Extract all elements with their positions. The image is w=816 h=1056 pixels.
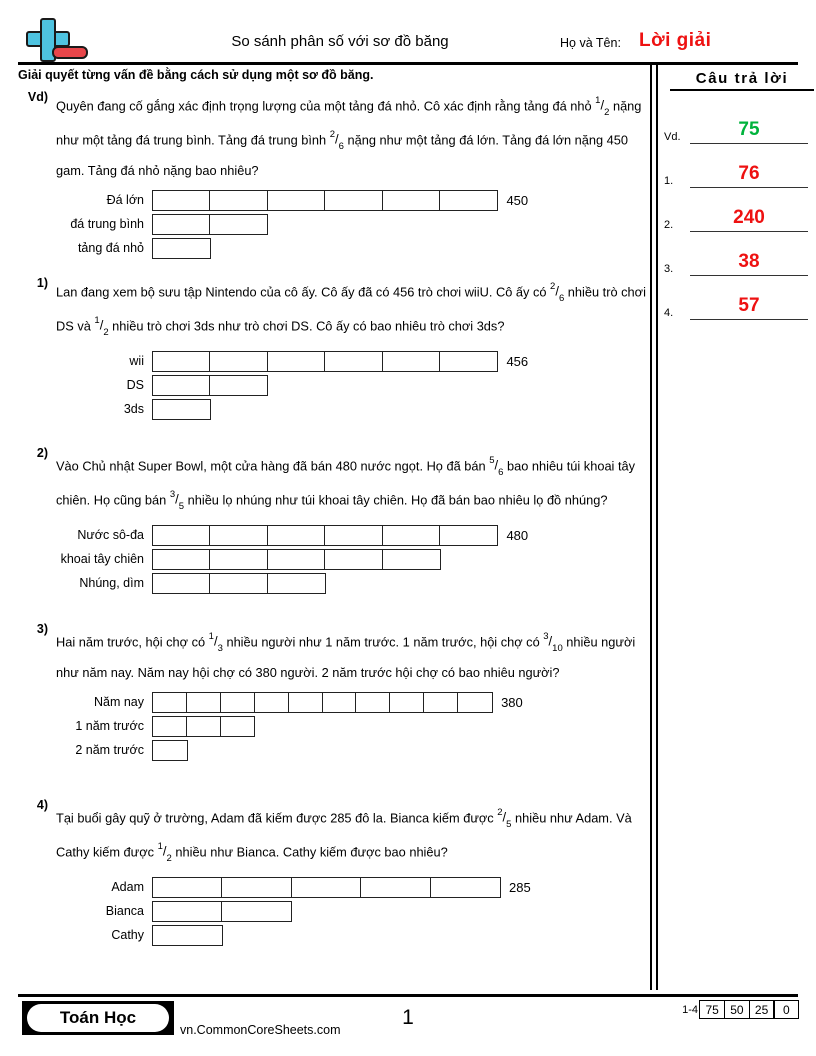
- tape-row-label: 3ds: [123, 402, 144, 417]
- fraction: [543, 625, 563, 659]
- answer-row-label: 4.: [664, 307, 674, 319]
- tape-diagram: [0, 691, 648, 762]
- tape-cell[interactable]: [324, 351, 383, 372]
- tape-cell[interactable]: [382, 549, 441, 570]
- answer-blank-line[interactable]: [690, 205, 808, 232]
- tape-cell[interactable]: [457, 692, 493, 713]
- fraction-slash: /: [99, 317, 104, 333]
- tape-row-label: tảng đá nhỏ: [77, 241, 144, 256]
- tape-diagram: [0, 876, 648, 947]
- fraction-slash: /: [213, 633, 218, 649]
- fraction-numerator: 1: [208, 631, 214, 642]
- fraction-slash: /: [548, 633, 553, 649]
- tape-diagram: [0, 350, 648, 421]
- tape-bar: [152, 549, 439, 570]
- problem-1: [0, 276, 648, 422]
- tape-row-label: Nước sô-đa: [77, 528, 144, 543]
- problem-2: [0, 446, 648, 596]
- logo-minus-bar: [52, 46, 88, 59]
- page-number: 1: [402, 1006, 414, 1029]
- fraction: [497, 801, 511, 835]
- fraction-denominator: 5: [506, 818, 512, 830]
- tape-cell[interactable]: [382, 190, 441, 211]
- answer-value: 76: [738, 163, 760, 184]
- fraction-numerator: 1: [157, 840, 163, 852]
- tape-cell[interactable]: [267, 573, 326, 594]
- fraction-slash: /: [162, 843, 167, 859]
- answer-value: 38: [738, 251, 760, 272]
- answer-row: [664, 232, 812, 276]
- fraction: [170, 483, 184, 517]
- tape-bar: [152, 692, 491, 713]
- fraction-denominator: 6: [498, 466, 504, 478]
- answer-row-label: 2.: [664, 219, 674, 231]
- tape-cell[interactable]: [152, 214, 211, 235]
- tape-cell[interactable]: [220, 716, 256, 737]
- tape-cell[interactable]: [221, 877, 292, 898]
- tape-diagram-row: [0, 398, 648, 421]
- tape-bar: [152, 573, 324, 594]
- tape-cell[interactable]: [209, 190, 268, 211]
- tape-bar: [152, 351, 496, 372]
- fraction-numerator: 1: [595, 95, 601, 106]
- answer-row: [664, 144, 812, 188]
- problem-number: 3): [36, 622, 48, 636]
- answer-value: 57: [738, 295, 760, 316]
- tape-cell[interactable]: [430, 877, 501, 898]
- tape-cell[interactable]: [423, 692, 459, 713]
- tape-cell[interactable]: [152, 525, 211, 546]
- fraction: [330, 123, 344, 157]
- tape-cell[interactable]: [267, 525, 326, 546]
- fraction-denominator: 2: [166, 852, 172, 864]
- tape-bar: [152, 925, 221, 946]
- tape-cell[interactable]: [382, 351, 441, 372]
- answer-column-divider-outer: [650, 65, 652, 990]
- fraction: [158, 835, 172, 869]
- tape-bar-value: 456: [506, 353, 529, 369]
- tape-bar: [152, 740, 186, 761]
- tape-cell[interactable]: [152, 375, 211, 396]
- answer-blank-line[interactable]: [690, 117, 808, 144]
- tape-row-label: Bianca: [105, 904, 144, 919]
- tape-cell[interactable]: [389, 692, 425, 713]
- tape-row-label: khoai tây chiên: [60, 552, 144, 567]
- tape-cell[interactable]: [221, 901, 292, 922]
- tape-cell[interactable]: [152, 351, 211, 372]
- tape-bar: [152, 399, 209, 420]
- tape-diagram-row: [0, 715, 648, 738]
- tape-cell[interactable]: [439, 351, 498, 372]
- answer-value: 240: [733, 207, 765, 228]
- fraction-numerator: 3: [169, 488, 176, 500]
- problem-number: 2): [36, 446, 48, 460]
- problem-number: Vd): [27, 90, 48, 104]
- tape-cell[interactable]: [322, 692, 358, 713]
- tape-cell[interactable]: [439, 190, 498, 211]
- fraction-denominator: 6: [558, 292, 565, 304]
- problem-example: [0, 90, 648, 261]
- tape-row-label: đá trung bình: [70, 217, 144, 232]
- fraction-denominator: 2: [604, 106, 610, 118]
- tape-cell[interactable]: [152, 716, 188, 737]
- problem-text: Tại buổi gây quỹ ở trường, Adam đã kiếm được 285 đô la. Bianca kiếm được $^2/_5$ nhiều như Adam. Và Cathy kiếm được $^1/_2$ nhiều như Bianca. Cathy kiếm được bao nhiêu?: [56, 802, 646, 870]
- fraction-slash: /: [600, 97, 605, 113]
- tape-bar-value: 450: [506, 192, 529, 208]
- fraction: [94, 309, 108, 343]
- tape-cell[interactable]: [209, 351, 268, 372]
- tape-diagram-row: [0, 524, 648, 547]
- fraction-numerator: 3: [543, 631, 549, 642]
- tape-cell[interactable]: [152, 901, 223, 922]
- tape-cell[interactable]: [152, 692, 188, 713]
- tape-bar: [152, 877, 499, 898]
- tape-cell[interactable]: [152, 190, 211, 211]
- problem-text: Vào Chủ nhật Super Bowl, một cửa hàng đã bán 480 nước ngọt. Họ đã bán $^5/_6$ bao nhiêu túi khoai tây chiên. Họ cũng bán $^3/_5$ nhiều lọ nhúng như túi khoai tây chiên. Họ đã bán bao nhiêu lọ đồ nhúng?: [56, 450, 646, 518]
- tape-cell[interactable]: [382, 525, 441, 546]
- tape-cell[interactable]: [254, 692, 290, 713]
- page-header: [0, 0, 816, 66]
- tape-cell[interactable]: [209, 549, 268, 570]
- tape-row-label: Đá lớn: [106, 193, 144, 208]
- tape-cell[interactable]: [152, 925, 223, 946]
- fraction-numerator: 2: [329, 128, 335, 140]
- tape-bar: [152, 238, 209, 259]
- tape-cell[interactable]: [209, 525, 268, 546]
- tape-bar-value: 480: [506, 527, 529, 543]
- score-cell: 0: [773, 1000, 799, 1019]
- fraction-slash: /: [175, 491, 179, 507]
- page-footer: [0, 992, 816, 1056]
- tape-diagram-row: [0, 350, 648, 373]
- tape-cell[interactable]: [439, 525, 498, 546]
- tape-bar: [152, 214, 267, 235]
- tape-cell[interactable]: [324, 190, 383, 211]
- tape-cell[interactable]: [152, 740, 188, 761]
- fraction-numerator: 2: [550, 281, 556, 292]
- fraction-denominator: 3: [217, 642, 223, 654]
- tape-cell[interactable]: [186, 716, 222, 737]
- tape-row-label: DS: [126, 378, 144, 393]
- fraction-denominator: 2: [103, 326, 109, 338]
- problem-3: [0, 622, 648, 763]
- tape-bar: [152, 190, 496, 211]
- tape-cell[interactable]: [324, 549, 383, 570]
- tape-diagram: [0, 524, 648, 595]
- tape-diagram-row: [0, 876, 648, 899]
- tape-cell[interactable]: [152, 573, 211, 594]
- tape-bar: [152, 901, 291, 922]
- fraction-slash: /: [502, 809, 507, 825]
- tape-diagram-row: [0, 237, 648, 260]
- tape-cell[interactable]: [324, 525, 383, 546]
- answer-key-column: [648, 62, 816, 992]
- answer-column-divider-inner: [656, 65, 658, 990]
- tape-diagram: [0, 189, 648, 260]
- problem-number: 4): [36, 798, 48, 812]
- tape-row-label: Nhúng, dìm: [79, 576, 144, 591]
- tape-diagram-row: [0, 691, 648, 714]
- tape-bar: [152, 375, 267, 396]
- problem-number: 1): [36, 276, 48, 290]
- fraction-numerator: 1: [94, 314, 100, 326]
- score-cell: 75: [699, 1000, 725, 1019]
- answer-row-label: 3.: [664, 263, 674, 275]
- tape-cell[interactable]: [152, 549, 211, 570]
- fraction-slash: /: [335, 131, 339, 147]
- fraction-numerator: 5: [489, 455, 495, 466]
- answer-blank-line[interactable]: [690, 161, 808, 188]
- tape-cell[interactable]: [355, 692, 391, 713]
- fraction: [595, 89, 609, 123]
- tape-row-label: 2 năm trước: [75, 743, 144, 758]
- answer-blank-line[interactable]: [690, 293, 808, 320]
- answer-row: [664, 100, 812, 144]
- tape-cell[interactable]: [291, 877, 362, 898]
- tape-cell[interactable]: [267, 549, 326, 570]
- answer-key-title: Câu trả lời: [670, 70, 814, 91]
- name-field-value: Lời giải: [639, 30, 712, 51]
- tape-cell[interactable]: [267, 351, 326, 372]
- fraction-denominator: 10: [552, 642, 563, 654]
- name-field-label: Họ và Tên:: [560, 36, 621, 50]
- problem-text: Lan đang xem bộ sưu tập Nintendo của cô ấy. Cô ấy đã có 456 trò chơi wiiU. Cô ấy có $^2/_6$ nhiều trò chơi DS và $^1/_2$ nhiều trò chơi 3ds như trò chơi DS. Cô ấy có bao nhiêu trò chơi 3ds?: [56, 276, 646, 344]
- footer-divider: [18, 994, 798, 997]
- tape-bar: [152, 525, 496, 546]
- tape-cell[interactable]: [267, 190, 326, 211]
- answer-value: 75: [738, 119, 760, 140]
- tape-cell[interactable]: [152, 399, 211, 420]
- score-cell: 25: [749, 1000, 775, 1019]
- tape-diagram-row: [0, 900, 648, 923]
- website-url: vn.CommonCoreSheets.com: [180, 1023, 341, 1037]
- tape-row-label: Adam: [111, 880, 144, 895]
- fraction-denominator: 6: [338, 140, 344, 152]
- instruction-text: Giải quyết từng vấn đề bằng cách sử dụng một sơ đồ băng.: [18, 68, 374, 82]
- fraction-numerator: 2: [497, 807, 503, 818]
- tape-diagram-row: [0, 189, 648, 212]
- fraction-denominator: 5: [178, 500, 185, 512]
- tape-cell[interactable]: [152, 877, 223, 898]
- fraction-slash: /: [555, 283, 559, 299]
- score-table: [699, 1000, 798, 1019]
- tape-diagram-row: [0, 572, 648, 595]
- answer-row: [664, 188, 812, 232]
- tape-bar-value: 380: [501, 694, 523, 710]
- problem-text: Quyên đang cố gắng xác định trọng lượng của một tảng đá nhỏ. Cô xác định rằng tảng đá nhỏ $^1/_2$ nặng như một tảng đá trung bình. Tảng đá trung bình $^2/_6$ nặng như một tảng đá lớn. Tảng đá lớn nặng 450 gam. Tảng đá nhỏ nặng bao nhiêu?: [56, 90, 646, 183]
- tape-cell[interactable]: [209, 214, 268, 235]
- tape-cell[interactable]: [186, 692, 222, 713]
- tape-cell[interactable]: [209, 573, 268, 594]
- tape-cell[interactable]: [152, 238, 211, 259]
- tape-bar-value: 285: [509, 879, 531, 895]
- brand-badge-label: Toán Học: [27, 1004, 169, 1032]
- tape-cell[interactable]: [288, 692, 324, 713]
- tape-diagram-row: [0, 548, 648, 571]
- tape-bar: [152, 716, 254, 737]
- tape-cell[interactable]: [220, 692, 256, 713]
- plus-minus-logo-icon: [18, 18, 102, 64]
- tape-diagram-row: [0, 213, 648, 236]
- tape-row-label: Cathy: [111, 928, 144, 943]
- tape-cell[interactable]: [360, 877, 431, 898]
- tape-row-label: Năm nay: [93, 695, 144, 710]
- tape-row-label: 1 năm trước: [75, 719, 144, 734]
- answer-blank-line[interactable]: [690, 249, 808, 276]
- fraction-slash: /: [494, 457, 499, 473]
- answer-row-label: 1.: [664, 175, 674, 187]
- fraction: [550, 275, 564, 309]
- problem-4: [0, 798, 648, 948]
- problem-text: Hai năm trước, hội chợ có $^1/_3$ nhiều người như 1 năm trước. 1 năm trước, hội chợ có $^3/_{10}$ nhiều người như năm nay. Năm nay hội chợ có 380 người. 2 năm trước hội chợ có bao nhiêu người?: [56, 626, 646, 685]
- tape-cell[interactable]: [209, 375, 268, 396]
- tape-diagram-row: [0, 924, 648, 947]
- answer-row-label: Vd.: [664, 131, 681, 143]
- tape-row-label: wii: [129, 354, 144, 369]
- page-title: So sánh phân số với sơ đồ băng: [231, 33, 449, 50]
- tape-diagram-row: [0, 739, 648, 762]
- fraction: [209, 625, 223, 659]
- answer-row: [664, 276, 812, 320]
- fraction: [489, 449, 503, 483]
- score-range-label: 1-4: [682, 1004, 698, 1016]
- tape-diagram-row: [0, 374, 648, 397]
- score-cell: 50: [724, 1000, 750, 1019]
